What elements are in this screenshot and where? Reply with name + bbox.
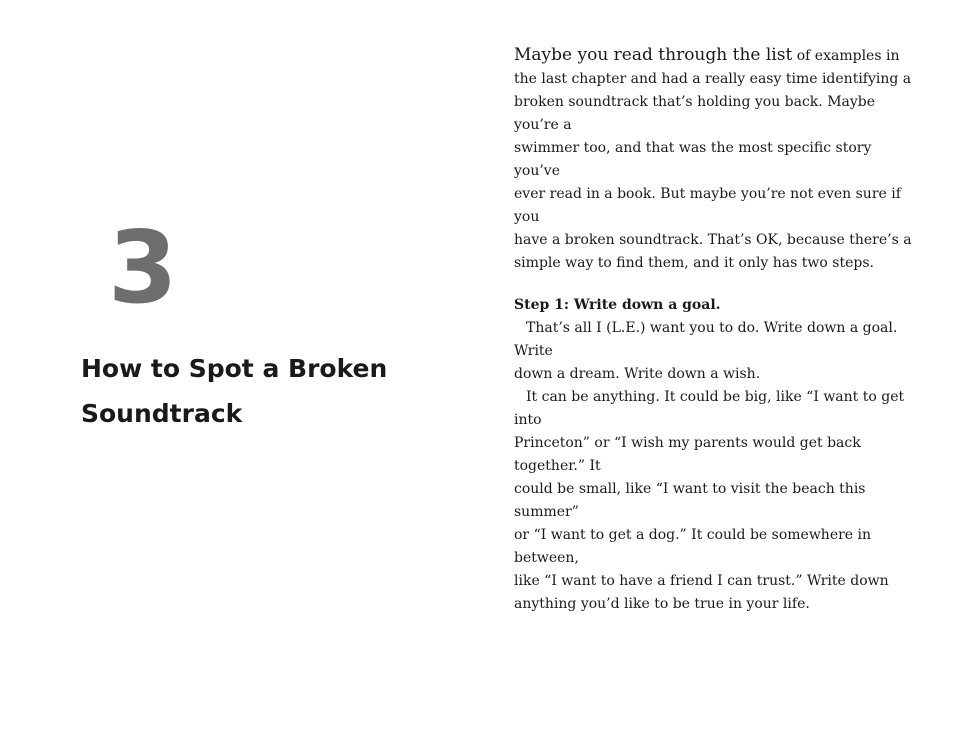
body-text bbox=[514, 44, 919, 616]
chapter-title-line-2: Soundtrack bbox=[81, 399, 243, 428]
opening-paragraph bbox=[514, 44, 919, 275]
right-page bbox=[489, 0, 978, 756]
text-line: simple way to find them, and it only has two steps. bbox=[514, 255, 874, 271]
chapter-title bbox=[81, 346, 401, 436]
text-line: the last chapter and had a really easy time identifying a bbox=[514, 71, 912, 87]
text-line: broken soundtrack that’s holding you back. Maybe you’re a bbox=[514, 94, 876, 133]
text-line: anything you’d like to be true in your life. bbox=[514, 596, 810, 612]
text-line: have a broken soundtrack. That’s OK, because there’s a bbox=[514, 232, 912, 248]
text-line: That’s all I (L.E.) want you to do. Write down a goal. Write bbox=[514, 320, 898, 359]
chapter-title-line-1: How to Spot a Broken bbox=[81, 354, 388, 383]
text-line: It can be anything. It could be big, like “I want to get into bbox=[514, 389, 905, 428]
text-line: could be small, like “I want to visit the beach this summer” bbox=[514, 481, 866, 520]
paragraph bbox=[514, 317, 919, 386]
text-line: of examples in bbox=[792, 48, 900, 64]
paragraph bbox=[514, 386, 919, 616]
text-line: like “I want to have a friend I can trust.” Write down bbox=[514, 573, 889, 589]
step-heading: Step 1: Write down a goal. bbox=[514, 297, 721, 313]
text-line: swimmer too, and that was the most specific story you’ve bbox=[514, 140, 872, 179]
text-line: ever read in a book. But maybe you’re not even sure if you bbox=[514, 186, 901, 225]
lead-in-text: Maybe you read through the list bbox=[514, 45, 793, 65]
text-line: Princeton” or “I wish my parents would get back together.” It bbox=[514, 435, 861, 474]
text-line: or “I want to get a dog.” It could be somewhere in between, bbox=[514, 527, 872, 566]
text-line: down a dream. Write down a wish. bbox=[514, 366, 761, 382]
chapter-number: 3 bbox=[108, 209, 178, 326]
